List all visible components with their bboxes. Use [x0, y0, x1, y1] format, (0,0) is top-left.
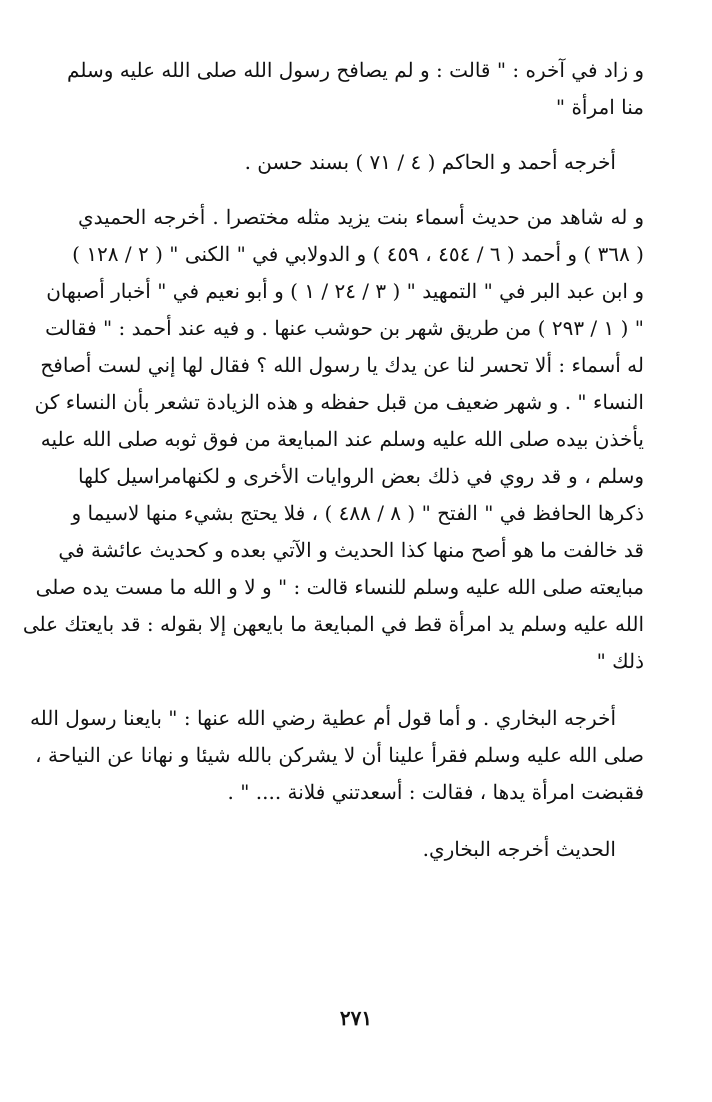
text-line: فقبضت امرأة يدها ، فقالت : أسعدتني فلانة .... " .: [227, 780, 644, 804]
paragraph-gap: [78, 680, 644, 700]
text-line: منا امرأة ": [555, 95, 644, 119]
text-line: وسلم ، و قد روي في ذلك بعض الروايات الأخرى و لكنهامراسيل كلها: [78, 464, 644, 488]
paragraph-gap: [78, 181, 644, 199]
text-line: و له شاهد من حديث أسماء بنت يزيد مثله مختصرا . أخرجه الحميدي: [78, 205, 644, 229]
text-line: و زاد في آخره : " قالت : و لم يصافح رسول الله صلى الله عليه وسلم: [67, 58, 644, 82]
page-number: ٢٧١: [339, 1006, 373, 1030]
text-line: قد خالفت ما هو أصح منها كذا الحديث و الآتي بعده و كحديث عائشة في: [58, 538, 644, 562]
text-line: ذلك ": [596, 649, 644, 673]
paragraph-3: [22, 199, 644, 680]
text-line: أخرجه البخاري . و أما قول أم عطية رضي الله عنها : " بايعنا رسول الله: [29, 706, 616, 730]
text-line: " ( ١ / ٢٩٣ ) من طريق شهر بن حوشب عنها . و فيه عند أحمد : " فقالت: [45, 316, 644, 340]
paragraph-gap: [78, 126, 644, 144]
text-line: مبايعته صلى الله عليه وسلم للنساء قالت : " و لا و الله ما مست يده صلى: [35, 575, 644, 599]
text-line: الله عليه وسلم يد امرأة قط في المبايعة ما بايعهن إلا بقوله : قد بايعتك على: [22, 612, 644, 636]
text-line: الحديث أخرجه البخاري.: [422, 837, 616, 861]
paragraph-4: [29, 700, 644, 811]
text-line: و ابن عبد البر في " التمهيد " ( ٣ / ٢٤ / ١ ) و أبو نعيم في " أخبار أصبهان: [46, 279, 644, 303]
text-line: النساء " . و شهر ضعيف من قبل حفظه و هذه الزيادة تشعر بأن النساء كن: [34, 390, 644, 414]
text-line: يأخذن بيده صلى الله عليه وسلم عند المبايعة من فوق ثوبه صلى الله عليه: [40, 427, 644, 451]
paragraph-gap: [78, 811, 644, 831]
paragraph-1: [67, 52, 644, 126]
text-line: ذكرها الحافظ في " الفتح " ( ٨ / ٤٨٨ ) ، فلا يحتج بشيء منها لاسيما و: [71, 501, 644, 525]
text-line: ( ٣٦٨ ) و أحمد ( ٦ / ٤٥٤ ، ٤٥٩ ) و الدولابي في " الكنى " ( ٢ / ١٢٨ ): [72, 242, 644, 266]
text-line: له أسماء : ألا تحسر لنا عن يدك يا رسول الله ؟ فقال لها إني لست أصافح: [40, 353, 644, 377]
page-body: [22, 52, 644, 1052]
paragraph-2: [78, 144, 644, 181]
text-line: أخرجه أحمد و الحاكم ( ٤ / ٧١ ) بسند حسن .: [244, 150, 616, 174]
paragraph-5: [78, 831, 644, 868]
text-line: صلى الله عليه وسلم فقرأ علينا أن لا يشركن بالله شيئا و نهانا عن النياحة ،: [35, 743, 644, 767]
